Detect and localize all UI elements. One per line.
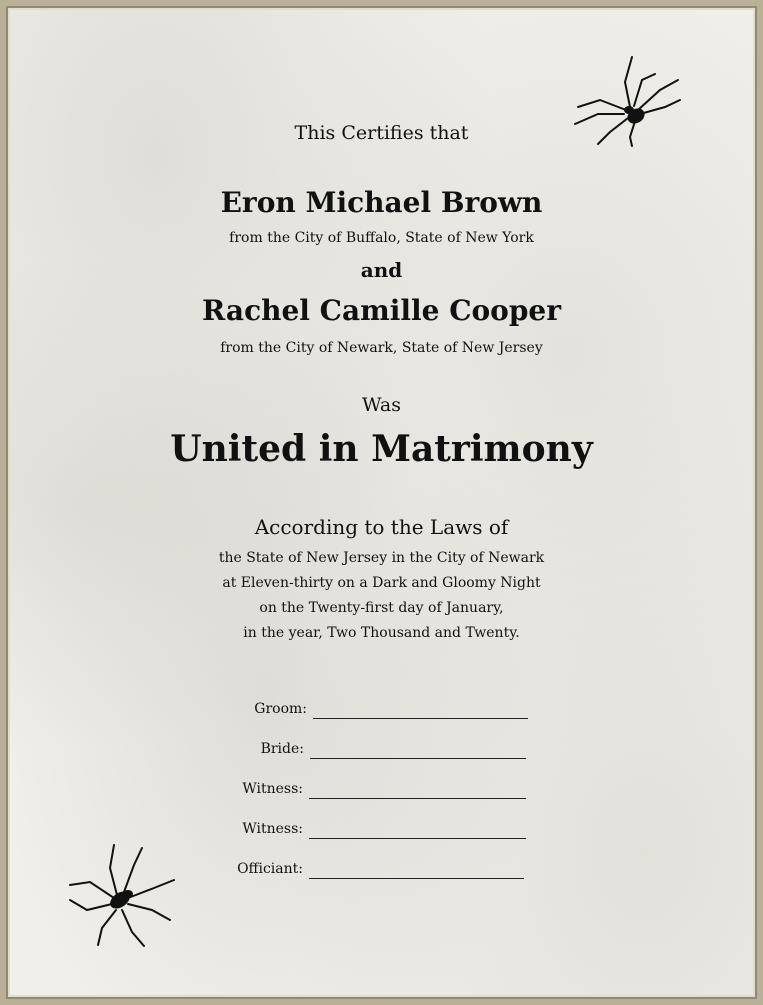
spider-icon <box>62 840 182 950</box>
signature-label: Witness: <box>242 821 303 837</box>
bride-name: Rachel Camille Cooper <box>202 294 561 327</box>
signature-line-witness-1[interactable] <box>242 775 526 799</box>
spider-icon <box>570 52 685 147</box>
certificate-heading: This Certifies that <box>294 122 469 144</box>
detail-line: on the Twenty-first day of January, <box>259 600 504 616</box>
signature-rule <box>309 838 526 839</box>
signature-rule <box>310 758 526 759</box>
signature-rule <box>309 798 526 799</box>
conjunction-text: and <box>360 258 403 282</box>
signature-line-officiant[interactable] <box>237 855 524 879</box>
detail-line: at Eleven-thirty on a Dark and Gloomy Night <box>222 575 541 591</box>
groom-name: Eron Michael Brown <box>220 186 543 219</box>
signature-rule <box>309 878 524 879</box>
signature-rule <box>313 718 528 719</box>
signature-line-bride[interactable] <box>260 735 526 759</box>
signature-line-witness-2[interactable] <box>242 815 526 839</box>
groom-origin: from the City of Buffalo, State of New York <box>229 230 534 246</box>
was-text: Was <box>362 394 401 416</box>
detail-line: the State of New Jersey in the City of Newark <box>218 550 545 566</box>
signature-line-groom[interactable] <box>254 695 528 719</box>
signature-label: Witness: <box>242 781 303 797</box>
signature-label: Groom: <box>254 701 307 717</box>
according-text: According to the Laws of <box>254 515 509 539</box>
bride-origin: from the City of Newark, State of New Jersey <box>220 340 543 356</box>
detail-line: in the year, Two Thousand and Twenty. <box>243 625 520 641</box>
signature-label: Bride: <box>260 741 304 757</box>
signature-label: Officiant: <box>237 861 303 877</box>
certificate-headline: United in Matrimony <box>170 428 593 470</box>
